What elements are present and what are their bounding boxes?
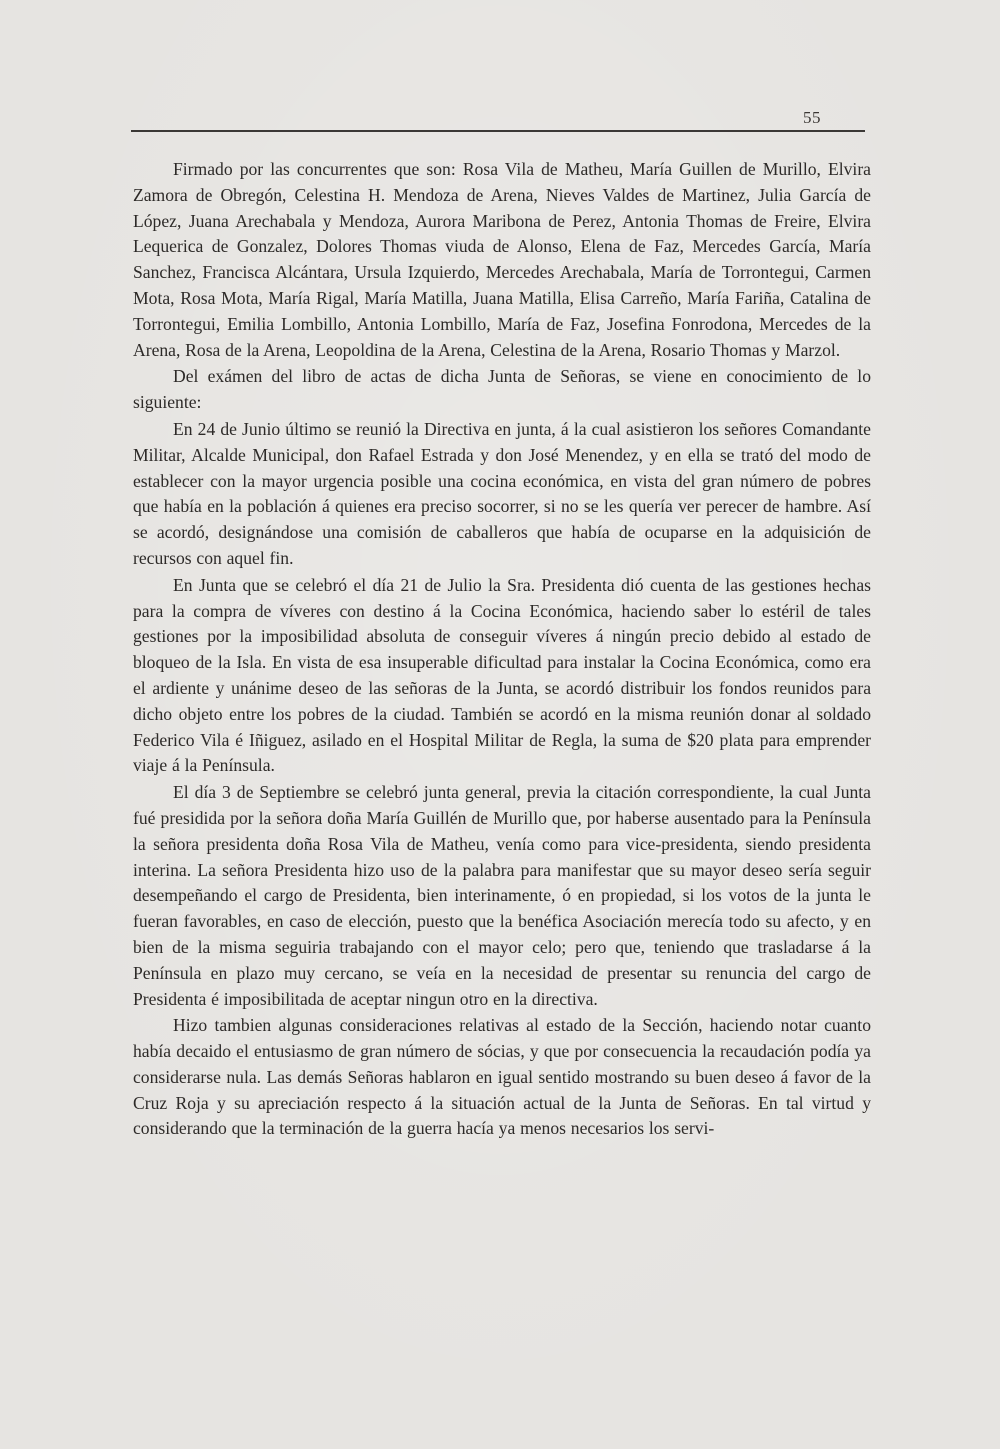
paragraph-section-state: Hizo tambien algunas consideraciones relativas al estado de la Sección, haciendo notar cuanto había decaido el entusiasmo de gran número de sócias, y que por consecuencia la recaudación podía ya considerarse nula. Las demás Señoras hablaron en igual sentido mostrando su buen deseo á favor de la Cruz Roja y su apreciación respecto á la situación actual de la Junta de Señoras. En tal virtud y considerando que la terminación de la guerra hacía ya menos necesarios los servi- [133, 1015, 871, 1139]
header-rule [131, 130, 865, 132]
paragraph-june-meeting: En 24 de Junio último se reunió la Directiva en junta, á la cual asistieron los señores Comandante Militar, Alcalde Municipal, don Rafael Estrada y don José Menendez, y en ella se trató del modo de establecer con la mayor urgencia posible una cocina económica, en vista del gran número de pobres que había en la población á quienes era preciso socorrer, si no se les quería ver perecer de hambre. Así se acordó, designándose una comisión de caballeros que había de ocuparse en la adquisición de recursos con aquel fin. [133, 418, 871, 568]
page-number: 55 [803, 108, 821, 127]
paragraph-september-meeting: El día 3 de Septiembre se celebró junta general, previa la citación correspondiente, la cual Junta fué presidida por la señora doña María Guillén de Murillo que, por haberse ausentado para la Península la señora presidenta doña Rosa Vila de Matheu, venía como para vice-presidenta, siendo presidenta interina. La señora Presidenta hizo uso de la palabra para manifestar que su mayor deseo sería seguir desempeñando el cargo de Presidenta, bien interinamente, ó en propiedad, si los votos de la junta le fueran favorables, en caso de elección, puesto que la benéfica Asociación merecía todo su afecto, y en bien de la misma seguiria trabajando con el mayor celo; pero que, teniendo que trasladarse á la Península en plazo muy cercano, se veía en la necesidad de presentar su renuncia del cargo de Presidenta é imposibilitada de aceptar ningun otro en la directiva. [133, 782, 871, 1009]
paragraph-minutes-intro: Del exámen del libro de actas de dicha Junta de Señoras, se viene en conocimiento de lo siguiente: [133, 366, 871, 413]
paragraph-july-meeting: En Junta que se celebró el día 21 de Julio la Sra. Presidenta dió cuenta de las gestiones hechas para la compra de víveres con destino á la Cocina Económica, haciendo saber lo estéril de tales gestiones por la imposibilidad absoluta de conseguir víveres á ningún precio debido al estado de bloqueo de la Isla. En vista de esa insuperable dificultad para instalar la Cocina Económica, como era el ardiente y unánime deseo de las señoras de la Junta, se acordó distribuir los fondos reunidos para dicho objeto entre los pobres de la ciudad. También se acordó en la misma reunión donar al soldado Federico Vila é Iñiguez, asilado en el Hospital Militar de Regla, la suma de $20 plata para emprender viaje á la Península. [133, 574, 871, 776]
paragraph-signatories: Firmado por las concurrentes que son: Rosa Vila de Matheu, María Guillen de Murillo, Elvira Zamora de Obregón, Celestina H. Mendoza de Arena, Nieves Valdes de Martinez, Julia García de López, Juana Arechabala y Mendoza, Aurora Maribona de Perez, Antonia Thomas de Freire, Elvira Lequerica de Gonzalez, Dolores Thomas viuda de Alonso, Elena de Faz, Mercedes García, María Sanchez, Francisca Alcántara, Ursula Izquierdo, Mercedes Arechabala, María de Torrontegui, Carmen Mota, Rosa Mota, María Rigal, María Matilla, Juana Matilla, Elisa Carreño, María Fariña, Catalina de Torrontegui, Emilia Lombillo, Antonia Lombillo, María de Faz, Josefina Fonrodona, Mercedes de la Arena, Rosa de la Arena, Leopoldina de la Arena, Celestina de la Arena, Rosario Thomas y Marzol. [133, 159, 871, 360]
body-text [133, 157, 871, 1142]
